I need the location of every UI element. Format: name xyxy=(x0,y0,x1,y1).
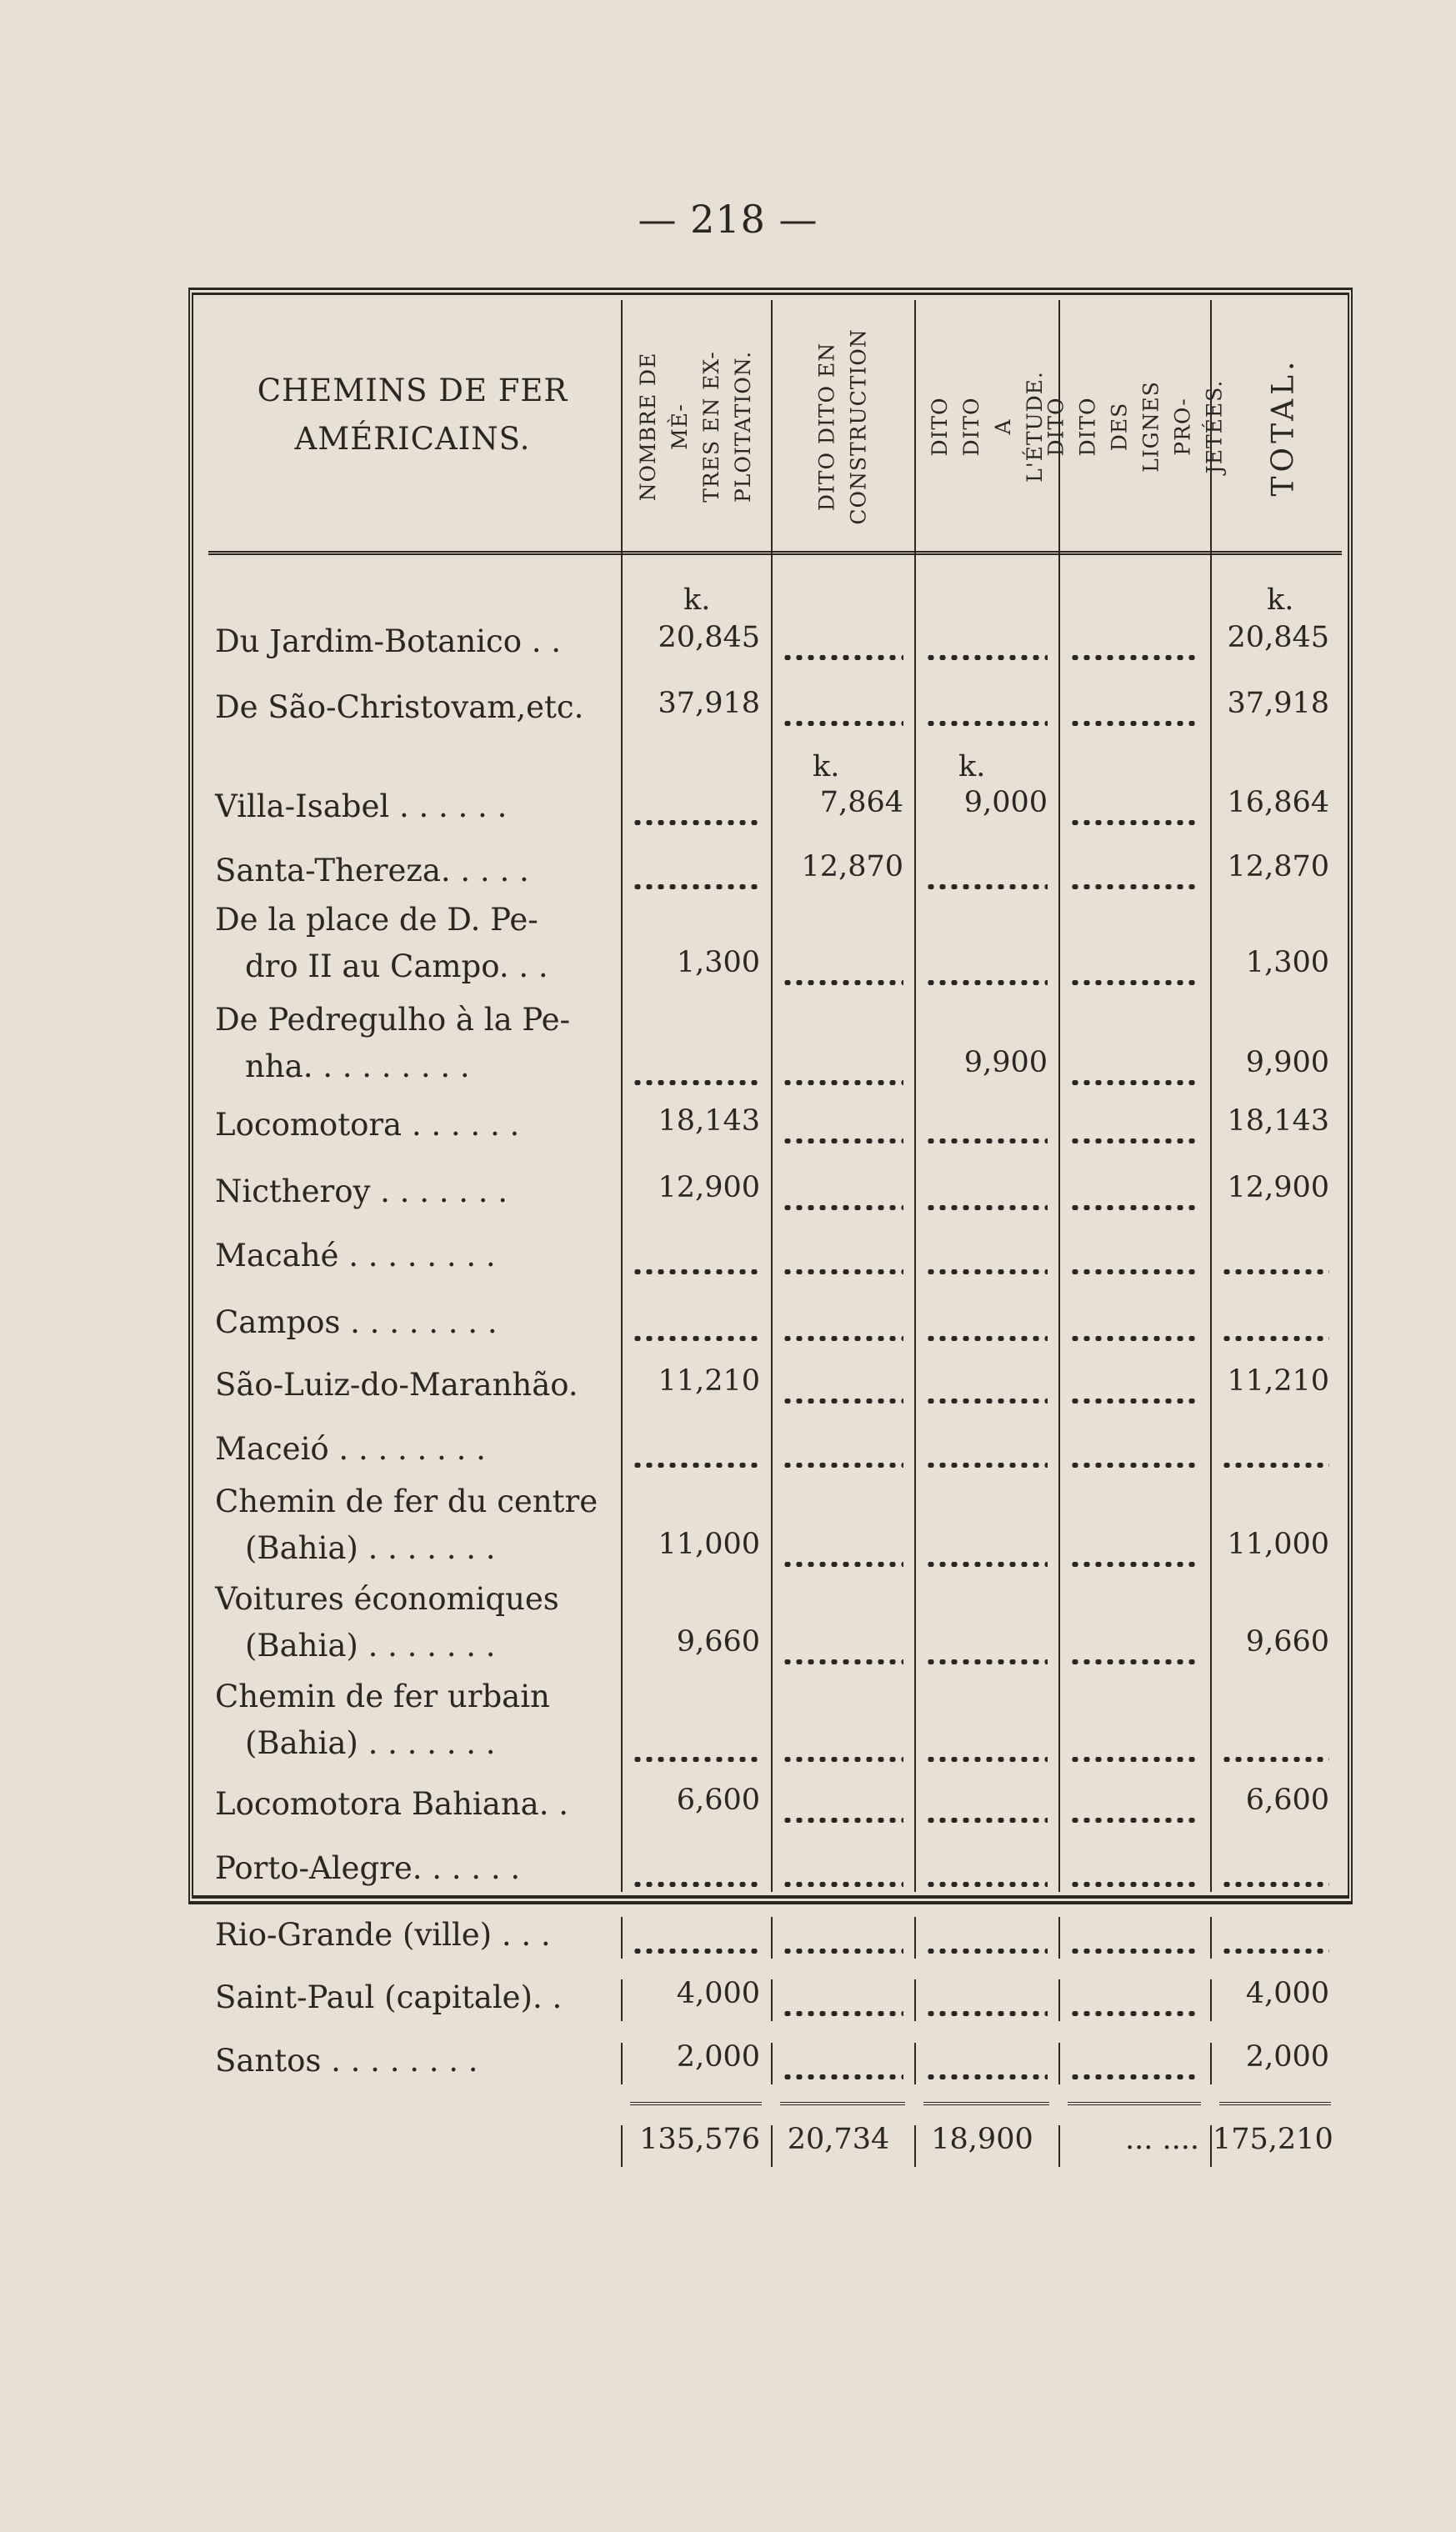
header-col1 xyxy=(636,298,755,556)
leader-dots xyxy=(632,1757,760,1762)
row-label xyxy=(215,1362,615,1409)
row-label xyxy=(215,997,615,1090)
cell-separator xyxy=(1058,1304,1060,1346)
cell-separator xyxy=(771,1725,773,1767)
cell-separator xyxy=(621,1628,623,1669)
cell-separator xyxy=(771,1048,773,1090)
header-col2-text: DITO DITO EN CONSTRUCTION xyxy=(815,328,871,525)
cell-separator xyxy=(771,1786,773,1828)
cell-separator xyxy=(1210,623,1212,665)
cell-separator xyxy=(914,1173,916,1215)
header-col1-text: NOMBRE DE MÈ- TRES EN EX- PLOITATION. xyxy=(636,350,755,503)
cell-separator xyxy=(621,1725,623,1767)
cell-c1: 4,000 xyxy=(676,1977,760,2010)
row-label-line: Locomotora . . . . . . xyxy=(215,1107,520,1143)
header-main-line: AMÉRICAINS. xyxy=(294,421,531,457)
leader-dots xyxy=(1069,1269,1199,1274)
cell-separator xyxy=(771,788,773,830)
cell-separator xyxy=(621,1107,623,1148)
row-label xyxy=(215,1674,615,1767)
cell-total: 9,660 xyxy=(1245,1625,1329,1659)
cell-separator xyxy=(914,1304,916,1346)
leader-dots xyxy=(1221,1269,1329,1274)
cell-separator xyxy=(621,1786,623,1828)
cell-separator xyxy=(1210,1304,1212,1346)
cell-total: 9,900 xyxy=(1245,1046,1329,1079)
leader-dots xyxy=(632,884,760,889)
cell-separator xyxy=(1210,1917,1212,1959)
cell-separator xyxy=(1210,1107,1212,1148)
leader-dots xyxy=(782,655,903,660)
cell-separator xyxy=(1210,2125,1212,2167)
cell-separator xyxy=(914,948,916,990)
cell-separator xyxy=(1210,1367,1212,1409)
leader-dots xyxy=(782,1818,903,1823)
cell-total: 12,870 xyxy=(1227,850,1329,883)
cell-separator xyxy=(1058,1431,1060,1473)
leader-dots xyxy=(782,1336,903,1341)
leader-dots xyxy=(925,721,1048,726)
cell-separator xyxy=(771,1173,773,1215)
cell-separator xyxy=(771,623,773,665)
cell-separator xyxy=(771,1304,773,1346)
cell-separator xyxy=(914,1786,916,1828)
header-col5-text: TOTAL. xyxy=(1266,357,1301,497)
row-label-line: Saint-Paul (capitale). . xyxy=(215,1979,563,2015)
cell-separator xyxy=(771,1530,773,1572)
cell-c1: 9,660 xyxy=(676,1625,760,1659)
total-c3: 18,900 xyxy=(931,2123,1033,2156)
row-label xyxy=(215,1576,615,1669)
leader-dots xyxy=(1069,1138,1199,1143)
leader-dots xyxy=(782,1949,903,1954)
leader-dots xyxy=(632,1949,760,1954)
cell-separator xyxy=(914,1850,916,1892)
cell-separator xyxy=(914,1048,916,1090)
cell-separator xyxy=(1210,1979,1212,2021)
cell-total: 18,143 xyxy=(1227,1104,1329,1138)
cell-separator xyxy=(914,1917,916,1959)
unit-label-col2: k. xyxy=(813,750,840,783)
row-label xyxy=(215,2038,615,2084)
cell-separator xyxy=(771,1431,773,1473)
cell-separator xyxy=(621,1173,623,1215)
cell-separator xyxy=(621,689,623,731)
cell-c1: 2,000 xyxy=(676,2040,760,2074)
row-label xyxy=(215,1912,615,1959)
cell-separator xyxy=(914,1979,916,2021)
leader-dots xyxy=(1069,1562,1199,1567)
cell-separator xyxy=(621,1048,623,1090)
cell-separator xyxy=(1210,1431,1212,1473)
leader-dots xyxy=(1221,1463,1329,1468)
cell-separator xyxy=(914,623,916,665)
cell-c1: 20,845 xyxy=(658,621,760,654)
total-c2: 20,734 xyxy=(787,2123,890,2156)
cell-separator xyxy=(914,1530,916,1572)
sum-rule xyxy=(630,2102,762,2105)
cell-separator xyxy=(1058,1628,1060,1669)
cell-separator xyxy=(1210,689,1212,731)
leader-dots xyxy=(632,820,760,825)
leader-dots xyxy=(782,1138,903,1143)
cell-total: 1,300 xyxy=(1245,946,1329,979)
leader-dots xyxy=(1069,1399,1199,1404)
cell-separator xyxy=(771,1367,773,1409)
header-main-text xyxy=(208,367,617,463)
cell-separator xyxy=(1058,2043,1060,2084)
cell-separator xyxy=(914,853,916,894)
total-total: 175,210 xyxy=(1213,2123,1333,2156)
sum-rule xyxy=(1068,2102,1201,2105)
leader-dots xyxy=(782,1463,903,1468)
cell-separator xyxy=(1210,788,1212,830)
cell-separator xyxy=(621,1530,623,1572)
cell-separator xyxy=(914,2125,916,2167)
cell-separator xyxy=(771,1979,773,2021)
cell-separator xyxy=(1058,1107,1060,1148)
leader-dots xyxy=(925,1399,1048,1404)
cell-separator xyxy=(1058,1173,1060,1215)
leader-dots xyxy=(925,980,1048,985)
cell-separator xyxy=(1058,853,1060,894)
cell-separator xyxy=(771,2125,773,2167)
row-label xyxy=(215,1168,615,1215)
row-label-line: (Bahia) . . . . . . . xyxy=(245,1628,496,1664)
leader-dots xyxy=(632,1269,760,1274)
header-col4 xyxy=(1043,298,1227,556)
cell-separator xyxy=(771,1238,773,1279)
leader-dots xyxy=(782,1399,903,1404)
row-label-line: Nictheroy . . . . . . . xyxy=(215,1173,508,1209)
row-label-line: De Pedregulho à la Pe- xyxy=(215,1002,571,1038)
row-label-line: Santa-Thereza. . . . . xyxy=(215,853,529,888)
leader-dots xyxy=(925,1949,1048,1954)
cell-separator xyxy=(771,1107,773,1148)
cell-c3: 9,000 xyxy=(963,786,1048,819)
cell-c3: 9,900 xyxy=(963,1046,1048,1079)
leader-dots xyxy=(925,2011,1048,2016)
cell-total: 20,845 xyxy=(1227,621,1329,654)
leader-dots xyxy=(782,1882,903,1887)
cell-separator xyxy=(1210,948,1212,990)
row-label xyxy=(215,1479,615,1572)
row-label xyxy=(215,848,615,894)
cell-c1: 11,210 xyxy=(658,1364,760,1398)
leader-dots xyxy=(1069,2074,1199,2079)
cell-c1: 6,600 xyxy=(676,1784,760,1817)
cell-separator xyxy=(621,1850,623,1892)
cell-separator xyxy=(621,853,623,894)
row-label-line: Porto-Alegre. . . . . . xyxy=(215,1850,521,1886)
cell-total: 37,918 xyxy=(1227,687,1329,720)
header-col4-text: DITO DITO DES LIGNES PRO- JETÉES. xyxy=(1043,379,1227,474)
cell-c2: 12,870 xyxy=(801,850,903,883)
leader-dots xyxy=(925,1336,1048,1341)
total-c4: ... .... xyxy=(1124,2123,1199,2156)
cell-separator xyxy=(771,2043,773,2084)
leader-dots xyxy=(632,1463,760,1468)
row-label xyxy=(215,1233,615,1279)
cell-total: 11,000 xyxy=(1227,1528,1329,1561)
row-label-line: Santos . . . . . . . . xyxy=(215,2043,478,2079)
cell-separator xyxy=(621,1304,623,1346)
header-col5 xyxy=(1242,298,1325,556)
cell-separator xyxy=(771,948,773,990)
leader-dots xyxy=(925,1818,1048,1823)
row-label xyxy=(215,1781,615,1828)
leader-dots xyxy=(1069,1336,1199,1341)
row-label-line: São-Luiz-do-Maranhão. xyxy=(215,1367,578,1403)
leader-dots xyxy=(1069,1205,1199,1210)
leader-dots xyxy=(782,1562,903,1567)
leader-dots xyxy=(782,2074,903,2079)
cell-separator xyxy=(621,623,623,665)
cell-c1: 18,143 xyxy=(658,1104,760,1138)
leader-dots xyxy=(782,1269,903,1274)
leader-dots xyxy=(1069,1463,1199,1468)
cell-separator xyxy=(914,1725,916,1767)
cell-separator xyxy=(1058,788,1060,830)
cell-separator xyxy=(621,2043,623,2084)
leader-dots xyxy=(925,884,1048,889)
leader-dots xyxy=(1221,1882,1329,1887)
cell-separator xyxy=(914,788,916,830)
cell-separator xyxy=(621,1979,623,2021)
leader-dots xyxy=(1069,2011,1199,2016)
row-label xyxy=(215,1974,615,2021)
cell-separator xyxy=(914,2043,916,2084)
cell-total: 4,000 xyxy=(1245,1977,1329,2010)
cell-separator xyxy=(1210,1725,1212,1767)
row-label-line: Du Jardim-Botanico . . xyxy=(215,623,562,659)
row-label xyxy=(215,684,615,731)
cell-separator xyxy=(771,689,773,731)
cell-separator xyxy=(771,1850,773,1892)
cell-separator xyxy=(1210,1048,1212,1090)
sum-rule xyxy=(780,2102,905,2105)
unit-label-col1: k. xyxy=(683,583,711,617)
leader-dots xyxy=(925,655,1048,660)
leader-dots xyxy=(1069,980,1199,985)
cell-separator xyxy=(621,948,623,990)
row-label-line: Campos . . . . . . . . xyxy=(215,1304,498,1340)
leader-dots xyxy=(632,1080,760,1085)
leader-dots xyxy=(1069,1882,1199,1887)
cell-total: 16,864 xyxy=(1227,786,1329,819)
sum-rule xyxy=(1219,2102,1331,2105)
cell-separator xyxy=(914,689,916,731)
cell-separator xyxy=(621,1238,623,1279)
leader-dots xyxy=(1069,1757,1199,1762)
leader-dots xyxy=(925,2074,1048,2079)
unit-label-col3: k. xyxy=(958,750,986,783)
cell-separator xyxy=(1210,1786,1212,1828)
leader-dots xyxy=(925,1882,1048,1887)
leader-dots xyxy=(1221,1949,1329,1954)
cell-separator xyxy=(1210,1850,1212,1892)
leader-dots xyxy=(1069,1659,1199,1664)
cell-separator xyxy=(1210,1173,1212,1215)
row-label xyxy=(215,1845,615,1892)
cell-separator xyxy=(771,1917,773,1959)
cell-separator xyxy=(1210,2043,1212,2084)
cell-separator xyxy=(1210,853,1212,894)
header-col3-text: DITO DITO A L'ÉTUDE. xyxy=(928,371,1048,483)
leader-dots xyxy=(1069,1080,1199,1085)
leader-dots xyxy=(925,1562,1048,1567)
header-col3 xyxy=(928,298,1048,556)
cell-separator xyxy=(1058,1367,1060,1409)
row-label-line: (Bahia) . . . . . . . xyxy=(245,1725,496,1761)
header-main-line: CHEMINS DE FER xyxy=(257,373,568,408)
row-label-line: nha. . . . . . . . . xyxy=(245,1048,470,1084)
leader-dots xyxy=(782,1080,903,1085)
cell-c1: 1,300 xyxy=(676,946,760,979)
cell-separator xyxy=(1058,1530,1060,1572)
cell-separator xyxy=(1058,1238,1060,1279)
cell-c1: 12,900 xyxy=(658,1171,760,1204)
leader-dots xyxy=(782,1659,903,1664)
row-label xyxy=(215,783,615,830)
leader-dots xyxy=(782,980,903,985)
header-main xyxy=(208,367,617,463)
leader-dots xyxy=(925,1463,1048,1468)
cell-separator xyxy=(1210,1530,1212,1572)
cell-separator xyxy=(1058,2125,1060,2167)
cell-c1: 11,000 xyxy=(658,1528,760,1561)
cell-separator xyxy=(621,1367,623,1409)
unit-label-total: k. xyxy=(1267,583,1294,617)
leader-dots xyxy=(782,2011,903,2016)
row-label xyxy=(215,1299,615,1346)
row-label-line: De São-Christovam,etc. xyxy=(215,689,584,725)
cell-separator xyxy=(1058,948,1060,990)
cell-separator xyxy=(621,2125,623,2167)
leader-dots xyxy=(1069,721,1199,726)
cell-separator xyxy=(1210,1238,1212,1279)
row-label-line: De la place de D. Pe- xyxy=(215,902,538,938)
leader-dots xyxy=(925,1138,1048,1143)
cell-total: 6,600 xyxy=(1245,1784,1329,1817)
cell-separator xyxy=(914,1628,916,1669)
cell-separator xyxy=(914,1107,916,1148)
cell-separator xyxy=(914,1431,916,1473)
cell-separator xyxy=(1058,1917,1060,1959)
row-label-line: Chemin de fer du centre xyxy=(215,1484,598,1519)
leader-dots xyxy=(925,1659,1048,1664)
header-col2 xyxy=(802,298,885,556)
total-c1: 135,576 xyxy=(639,2123,760,2156)
cell-separator xyxy=(914,1367,916,1409)
cell-total: 11,210 xyxy=(1227,1364,1329,1398)
row-label-line: dro II au Campo. . . xyxy=(245,948,548,984)
cell-separator xyxy=(1058,623,1060,665)
cell-c1: 37,918 xyxy=(658,687,760,720)
cell-separator xyxy=(621,788,623,830)
leader-dots xyxy=(1069,884,1199,889)
leader-dots xyxy=(925,1205,1048,1210)
page-number: — 218 — xyxy=(638,197,818,242)
row-label xyxy=(215,1426,615,1473)
cell-separator xyxy=(621,1431,623,1473)
cell-separator xyxy=(1058,1979,1060,2021)
row-label xyxy=(215,618,615,665)
row-label xyxy=(215,1102,615,1148)
cell-separator xyxy=(1058,1725,1060,1767)
row-label-line: Maceió . . . . . . . . xyxy=(215,1431,486,1467)
cell-total: 2,000 xyxy=(1245,2040,1329,2074)
row-label-line: Voitures économiques xyxy=(215,1581,559,1617)
leader-dots xyxy=(782,1757,903,1762)
cell-separator xyxy=(621,1917,623,1959)
sum-rule xyxy=(923,2102,1049,2105)
cell-separator xyxy=(1210,1628,1212,1669)
leader-dots xyxy=(1069,820,1199,825)
leader-dots xyxy=(782,721,903,726)
leader-dots xyxy=(925,1757,1048,1762)
row-label-line: Macahé . . . . . . . . xyxy=(215,1238,496,1274)
cell-separator xyxy=(771,853,773,894)
cell-separator xyxy=(1058,1048,1060,1090)
cell-total: 12,900 xyxy=(1227,1171,1329,1204)
cell-separator xyxy=(914,1238,916,1279)
row-label-line: (Bahia) . . . . . . . xyxy=(245,1530,496,1566)
leader-dots xyxy=(1221,1336,1329,1341)
leader-dots xyxy=(632,1336,760,1341)
row-label-line: Locomotora Bahiana. . xyxy=(215,1786,569,1822)
row-label xyxy=(215,897,615,990)
leader-dots xyxy=(1069,655,1199,660)
cell-separator xyxy=(1058,1850,1060,1892)
row-label-line: Chemin de fer urbain xyxy=(215,1679,550,1714)
row-label-line: Villa-Isabel . . . . . . xyxy=(215,788,508,824)
cell-separator xyxy=(771,1628,773,1669)
cell-c2: 7,864 xyxy=(819,786,903,819)
leader-dots xyxy=(925,1269,1048,1274)
leader-dots xyxy=(1069,1818,1199,1823)
cell-separator xyxy=(1058,1786,1060,1828)
leader-dots xyxy=(1069,1949,1199,1954)
leader-dots xyxy=(782,1205,903,1210)
row-label-line: Rio-Grande (ville) . . . xyxy=(215,1917,551,1953)
cell-separator xyxy=(1058,689,1060,731)
leader-dots xyxy=(632,1882,760,1887)
leader-dots xyxy=(1221,1757,1329,1762)
